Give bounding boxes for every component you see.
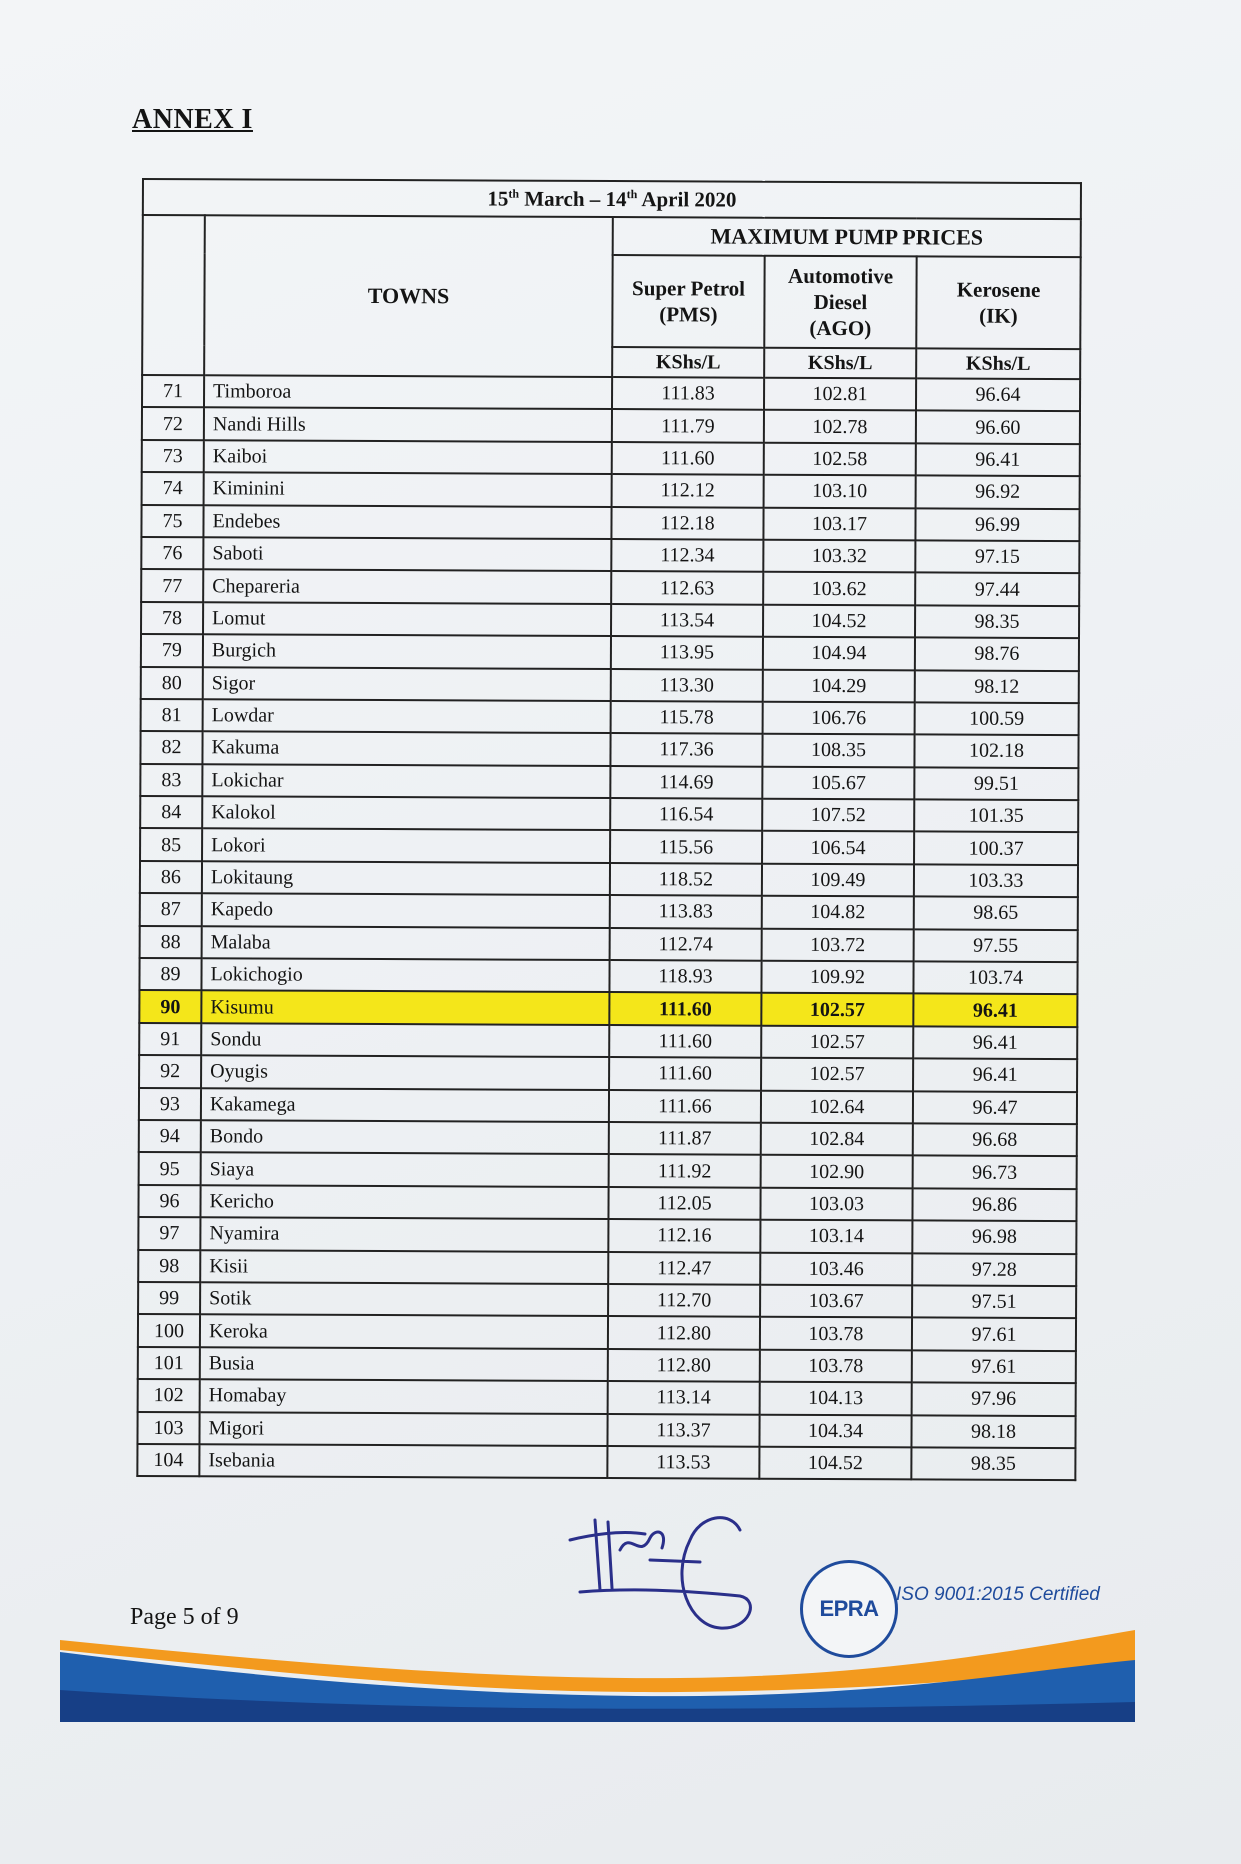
pms-header-code: (PMS) [659,302,718,327]
ik-unit: KShs/L [916,348,1080,379]
ago-price: 109.49 [762,864,914,897]
ik-price: 97.96 [912,1382,1076,1415]
ago-price: 106.54 [762,831,914,864]
ago-price: 107.52 [762,799,914,832]
table-row [141,537,1079,573]
table-row [140,926,1078,962]
town-name: Nandi Hills [204,408,612,442]
pms-price: 113.53 [607,1446,759,1479]
ik-price: 98.35 [915,605,1079,638]
table-row [140,731,1078,767]
max-prices-header: MAXIMUM PUMP PRICES [613,217,1081,257]
row-number: 74 [142,472,204,505]
pms-price: 113.83 [610,895,762,928]
town-name: Lowdar [203,699,611,733]
pms-header-name: Super Petrol [631,275,746,301]
period-sup1: th [508,186,520,201]
ago-price: 103.67 [760,1285,912,1318]
period-day1: 15 [487,186,509,211]
town-name: Kisii [200,1250,608,1284]
ik-price: 96.41 [913,1026,1077,1059]
pms-header [612,255,764,348]
ago-price: 102.78 [764,410,916,443]
row-number: 71 [142,375,204,408]
ik-price: 103.33 [914,864,1078,897]
row-number: 79 [141,634,203,667]
ago-price: 103.78 [760,1317,912,1350]
ago-price: 103.03 [760,1187,912,1220]
town-name: Oyugis [201,1055,609,1089]
pms-price: 111.60 [609,992,761,1025]
ik-price: 96.98 [912,1221,1076,1254]
pms-price: 111.60 [609,1025,761,1058]
table-row [142,472,1080,508]
ago-price: 104.52 [763,604,915,637]
ago-price: 102.81 [764,378,916,411]
town-name: Homabay [200,1379,608,1413]
ago-price: 103.32 [763,540,915,573]
town-name: Burgich [203,634,611,668]
pms-price: 112.34 [611,539,763,572]
town-name: Lokori [202,829,610,863]
row-number: 73 [142,440,204,473]
pms-price: 112.16 [608,1219,760,1252]
row-number: 97 [138,1217,200,1250]
pms-price: 113.37 [607,1414,759,1447]
ik-price: 100.59 [915,702,1079,735]
row-number: 89 [139,958,201,991]
table-row [138,1185,1076,1221]
ik-price: 96.47 [913,1091,1077,1124]
ago-unit: KShs/L [764,348,916,379]
ik-price: 97.28 [912,1253,1076,1286]
row-number: 92 [139,1055,201,1088]
table-row [141,699,1079,735]
table-row [141,667,1079,703]
annex-title: ANNEX I [132,104,253,135]
town-name: Endebes [203,505,611,539]
ago-price: 104.82 [762,896,914,929]
town-name: Siaya [201,1153,609,1187]
ago-price: 103.72 [762,928,914,961]
row-number: 88 [140,926,202,959]
ik-price: 99.51 [914,767,1078,800]
footer-wave-band [60,1630,1135,1730]
ago-price: 103.62 [763,572,915,605]
iso-certification: ISO 9001:2015 Certified [896,1584,1100,1605]
ik-header-name: Kerosene [956,277,1041,302]
row-number: 81 [141,699,203,732]
row-number: 82 [140,731,202,764]
table-row [138,1217,1076,1253]
ago-price: 102.90 [761,1155,913,1188]
ik-price: 98.76 [915,638,1079,671]
ik-price: 96.64 [916,378,1080,411]
pms-price: 111.79 [612,409,764,442]
ik-price: 97.55 [914,929,1078,962]
ik-price: 98.35 [911,1447,1075,1480]
town-name: Kaiboi [204,440,612,474]
ago-price: 109.92 [761,961,913,994]
ago-price: 102.57 [761,1026,913,1059]
town-name: Kisumu [201,991,609,1025]
epra-logo-text: EPRA [819,1596,879,1621]
pms-price: 112.80 [608,1316,760,1349]
pms-price: 116.54 [610,798,762,831]
pms-price: 112.12 [612,474,764,507]
row-number: 83 [140,764,202,797]
pms-price: 111.83 [612,377,764,410]
pms-price: 112.63 [611,571,763,604]
table-row [139,1055,1077,1091]
ago-header-line0: Automotive [788,263,894,288]
town-name: Lokichogio [201,958,609,992]
table-row [140,796,1078,832]
table-body [137,375,1080,1480]
pump-price-table [136,178,1082,1481]
ik-price: 96.92 [916,476,1080,509]
pms-price: 111.92 [609,1154,761,1187]
row-number: 101 [138,1347,200,1380]
table-row [140,828,1078,864]
ik-price: 97.61 [912,1350,1076,1383]
ago-price: 102.57 [761,1058,913,1091]
row-number-header [142,215,205,375]
pms-price: 111.60 [609,1057,761,1090]
table-row [141,505,1079,541]
ik-price: 98.65 [914,897,1078,930]
table-row [139,1088,1077,1124]
row-number: 77 [141,569,203,602]
ik-price: 98.12 [915,670,1079,703]
ago-price: 104.13 [760,1382,912,1415]
pms-price: 112.05 [608,1187,760,1220]
ik-price: 96.86 [912,1188,1076,1221]
town-name: Malaba [202,926,610,960]
row-number: 75 [141,505,203,538]
row-number: 95 [139,1152,201,1185]
row-number: 98 [138,1250,200,1283]
table-row [137,1411,1075,1447]
table-row [138,1282,1076,1318]
town-name: Kapedo [202,894,610,928]
pms-price: 113.95 [611,636,763,669]
town-name: Chepareria [203,570,611,604]
row-number: 93 [139,1088,201,1121]
ik-price: 96.41 [913,1059,1077,1092]
row-number: 72 [142,407,204,440]
ago-price: 104.29 [763,669,915,702]
row-number: 104 [137,1444,199,1477]
row-number: 86 [140,861,202,894]
table-row [141,569,1079,605]
table-row [139,990,1077,1026]
table-row [139,958,1077,994]
town-name: Kiminini [204,472,612,506]
town-name: Kakamega [201,1088,609,1122]
ik-price: 96.41 [913,994,1077,1027]
page-number: Page 5 of 9 [130,1604,239,1630]
pms-price: 113.54 [611,604,763,637]
table-row [141,602,1079,638]
town-name: Sondu [201,1023,609,1057]
pms-price: 113.14 [608,1381,760,1414]
row-number: 94 [139,1120,201,1153]
row-number: 100 [138,1314,200,1347]
ik-price: 100.37 [914,832,1078,865]
ago-price: 103.14 [760,1220,912,1253]
ik-price: 96.41 [916,443,1080,476]
town-name: Sotik [200,1282,608,1316]
ago-price: 102.58 [764,442,916,475]
table-row [137,1444,1075,1480]
ago-price: 103.10 [764,475,916,508]
table-row [138,1347,1076,1383]
table-row [138,1379,1076,1415]
ago-header [764,256,916,349]
town-name: Kericho [200,1185,608,1219]
table-row [139,1120,1077,1156]
ik-price: 97.44 [915,573,1079,606]
town-name: Kalokol [202,796,610,830]
ago-header-name: Diesel [813,289,868,315]
pms-price: 112.70 [608,1284,760,1317]
signature-image [550,1500,770,1640]
period-mid: March – 14 [519,186,627,211]
period-end: April 2020 [637,187,737,212]
ago-price: 108.35 [762,734,914,767]
ago-header-code: (AGO) [809,316,872,341]
towns-header: TOWNS [204,215,613,377]
pms-price: 112.74 [610,928,762,961]
ik-price: 102.18 [914,735,1078,768]
pms-price: 115.78 [611,701,763,734]
pms-price: 114.69 [610,766,762,799]
ik-price: 96.60 [916,411,1080,444]
table-row [140,764,1078,800]
row-number: 99 [138,1282,200,1315]
ik-price: 101.35 [914,799,1078,832]
price-table-wrapper [136,178,1080,1481]
period-header [143,179,1081,219]
town-name: Busia [200,1347,608,1381]
table-header [142,179,1081,379]
pms-price: 118.93 [609,960,761,993]
ik-price: 97.15 [915,540,1079,573]
pms-price: 115.56 [610,831,762,864]
table-row [140,893,1078,929]
pms-price: 111.60 [612,442,764,475]
ik-price: 96.73 [913,1156,1077,1189]
town-name: Sigor [203,667,611,701]
ago-price: 103.46 [760,1252,912,1285]
ago-price: 103.17 [763,507,915,540]
town-name: Migori [199,1412,607,1446]
table-row [142,375,1080,411]
pms-price: 112.18 [611,507,763,540]
town-name: Nyamira [200,1217,608,1251]
ago-price: 102.84 [761,1123,913,1156]
row-number: 90 [139,990,201,1023]
pms-price: 117.36 [610,733,762,766]
town-name: Lomut [203,602,611,636]
pms-unit: KShs/L [612,347,764,378]
town-name: Isebania [199,1444,607,1478]
ago-price: 104.34 [759,1414,911,1447]
town-name: Lokitaung [202,861,610,895]
ik-price: 97.51 [912,1285,1076,1318]
ago-price: 104.52 [759,1447,911,1480]
town-name: Keroka [200,1315,608,1349]
ik-price: 96.99 [915,508,1079,541]
ago-price: 102.64 [761,1090,913,1123]
table-row [142,440,1080,476]
period-sup2: th [626,186,638,202]
table-row [140,861,1078,897]
town-name: Lokichar [202,764,610,798]
row-number: 84 [140,796,202,829]
ik-price: 98.18 [911,1415,1075,1448]
ago-price: 102.57 [761,993,913,1026]
row-number: 102 [138,1379,200,1412]
pms-price: 111.66 [609,1090,761,1123]
table-row [138,1314,1076,1350]
town-name: Kakuma [202,732,610,766]
ago-price: 104.94 [763,637,915,670]
town-name: Timboroa [204,375,612,409]
pms-price: 118.52 [610,863,762,896]
ik-price: 97.61 [912,1318,1076,1351]
pms-price: 111.87 [609,1122,761,1155]
row-number: 76 [141,537,203,570]
row-number: 103 [137,1411,199,1444]
pms-price: 113.30 [611,669,763,702]
table-row [139,1023,1077,1059]
row-number: 85 [140,828,202,861]
table-row [142,407,1080,443]
ago-price: 106.76 [763,702,915,735]
pms-price: 112.80 [608,1349,760,1382]
row-number: 87 [140,893,202,926]
town-name: Saboti [203,537,611,571]
ik-header-code: (IK) [979,303,1018,328]
ago-price: 105.67 [762,766,914,799]
town-name: Bondo [201,1120,609,1154]
row-number: 91 [139,1023,201,1056]
row-number: 96 [138,1185,200,1218]
ik-price: 96.68 [913,1123,1077,1156]
ik-price: 103.74 [913,961,1077,994]
table-row [141,634,1079,670]
ago-price: 103.78 [760,1349,912,1382]
ik-header [916,256,1080,349]
table-row [139,1152,1077,1188]
table-row [138,1250,1076,1286]
row-number: 78 [141,602,203,635]
row-number: 80 [141,667,203,700]
pms-price: 112.47 [608,1252,760,1285]
